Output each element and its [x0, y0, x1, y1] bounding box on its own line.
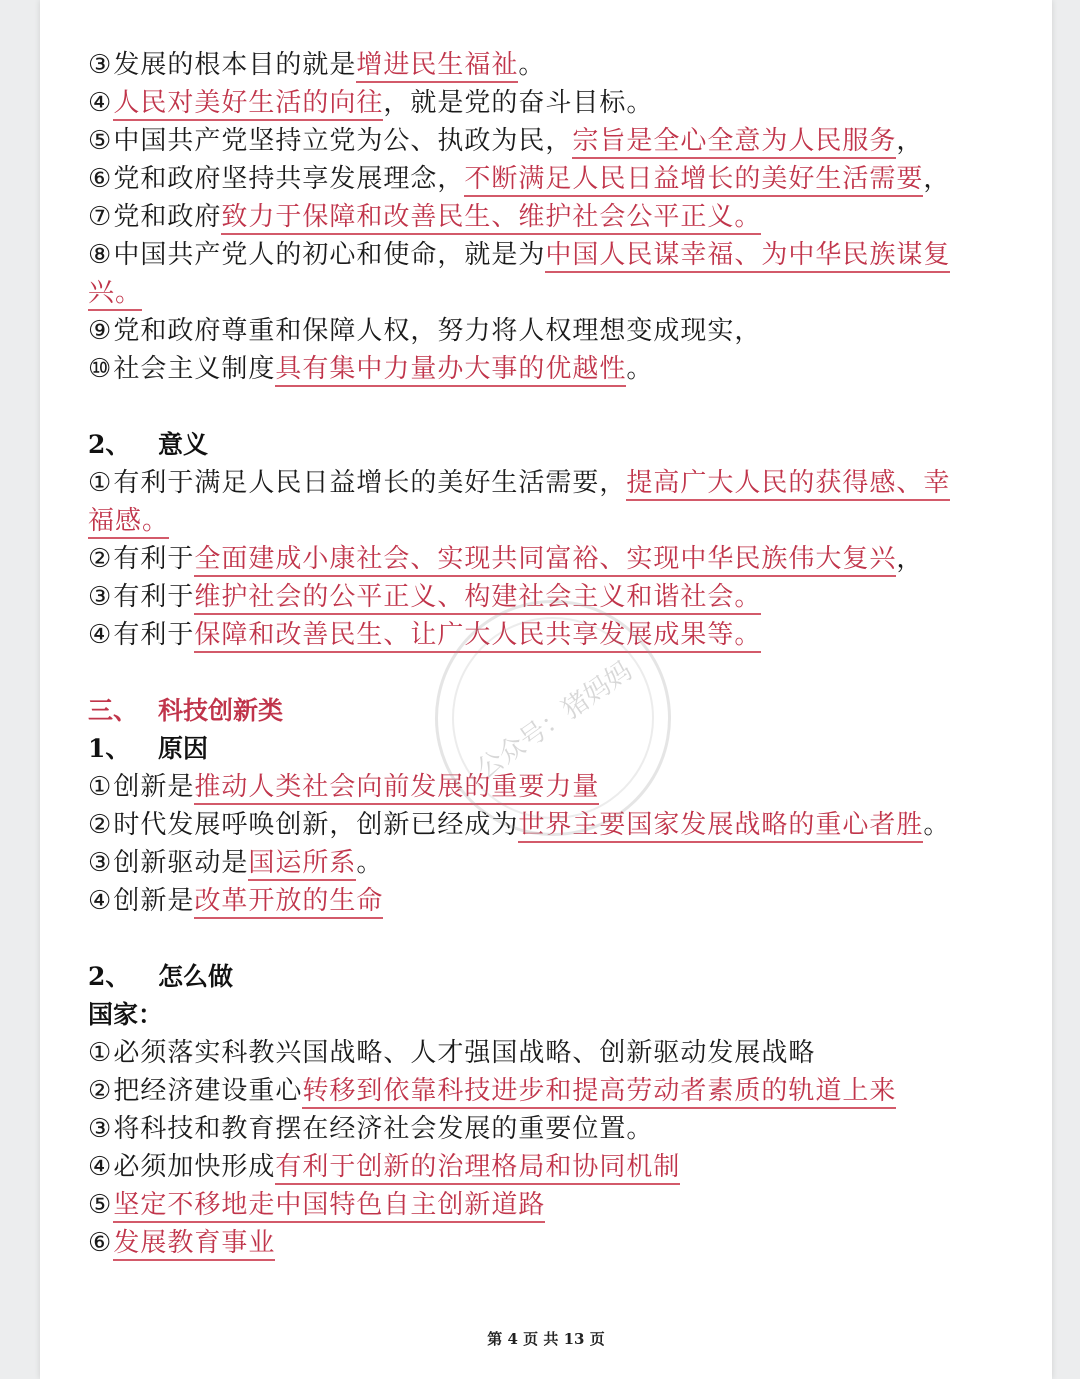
- list-item: [88, 1186, 1012, 1224]
- item-number: ⑤: [88, 1190, 113, 1220]
- item-highlight: 推动人类社会向前发展的重要力量: [194, 772, 599, 805]
- item-number: ①: [88, 1038, 113, 1068]
- list-item: [88, 806, 1012, 844]
- item-text: 时代发展呼唤创新，创新已经成为: [113, 810, 519, 840]
- item-highlight: 人民对美好生活的向往: [113, 88, 383, 121]
- item-text: 党和政府尊重和保障人权，努力将人权理想变成现实，: [113, 316, 762, 346]
- points-list-how: [88, 1034, 1012, 1262]
- item-number: ②: [88, 1076, 113, 1106]
- item-highlight: 保障和改善民生、让广大人民共享发展成果等。: [194, 620, 761, 653]
- list-item: [88, 502, 1012, 540]
- document-content: [88, 46, 1012, 1262]
- item-highlight: 增进民生福祉: [356, 50, 518, 83]
- item-text-tail: ，: [923, 164, 951, 194]
- list-item: [88, 198, 1012, 236]
- item-text: 必须加快形成: [113, 1152, 276, 1182]
- heading-how: 2、 怎么做: [88, 962, 234, 991]
- item-number: ⑥: [88, 164, 113, 194]
- item-highlight: 有利于创新的治理格局和协同机制: [275, 1152, 680, 1185]
- item-highlight: 国运所系: [248, 848, 356, 881]
- list-item: [88, 122, 1012, 160]
- item-text-tail: 。: [626, 354, 654, 384]
- item-text: 有利于: [113, 544, 195, 574]
- item-number: ③: [88, 848, 113, 878]
- item-text: 党和政府坚持共享发展理念，: [113, 164, 465, 194]
- list-item: [88, 1148, 1012, 1186]
- item-text-tail: 。: [518, 50, 546, 80]
- list-item: [88, 160, 1012, 198]
- list-item: [88, 768, 1012, 806]
- item-text: 创新是: [113, 886, 195, 916]
- item-number: ⑩: [88, 354, 113, 384]
- item-text: 把经济建设重心: [113, 1076, 303, 1106]
- points-list-measures: [88, 46, 1012, 388]
- item-text: 中国共产党人的初心和使命，就是为: [113, 240, 546, 270]
- item-number: ④: [88, 886, 113, 916]
- item-highlight: 宗旨是全心全意为人民服务: [572, 126, 896, 159]
- item-highlight: 具有集中力量办大事的优越性: [275, 354, 626, 387]
- item-highlight: 福感。: [88, 506, 169, 539]
- points-list-meaning: [88, 464, 1012, 654]
- item-number: ⑥: [88, 1228, 113, 1258]
- item-highlight: 中国人民谋幸福、为中华民族谋复: [545, 240, 950, 273]
- list-item: [88, 312, 1012, 350]
- item-number: ③: [88, 582, 113, 612]
- list-item: [88, 616, 1012, 654]
- item-text: 社会主义制度: [113, 354, 276, 384]
- item-number: ④: [88, 1152, 113, 1182]
- item-highlight: 致力于保障和改善民生、维护社会公平正义。: [221, 202, 761, 235]
- item-highlight: 转移到依靠科技进步和提高劳动者素质的轨道上来: [302, 1076, 896, 1109]
- list-item: [88, 350, 1012, 388]
- item-text: 有利于: [113, 582, 195, 612]
- list-item: [88, 84, 1012, 122]
- list-item: [88, 46, 1012, 84]
- item-number: ⑨: [88, 316, 113, 346]
- item-text-tail: ，: [896, 126, 924, 156]
- item-number: ④: [88, 620, 113, 650]
- item-highlight: 全面建成小康社会、实现共同富裕、实现中华民族伟大复兴: [194, 544, 896, 577]
- list-item: [88, 1034, 1012, 1072]
- item-text: 中国共产党坚持立党为公、执政为民，: [113, 126, 573, 156]
- page-footer: 第 4 页 共 13 页: [487, 1330, 605, 1348]
- item-number: ⑧: [88, 240, 113, 270]
- list-item: [88, 1072, 1012, 1110]
- item-number: ③: [88, 1114, 113, 1144]
- list-item: [88, 236, 1012, 274]
- item-highlight: 提高广大人民的获得感、幸: [626, 468, 950, 501]
- item-number: ⑤: [88, 126, 113, 156]
- section-title-tech-innovation: 三、 科技创新类: [88, 696, 284, 725]
- list-item: [88, 578, 1012, 616]
- item-text: 发展的根本目的就是: [113, 50, 357, 80]
- item-number: ③: [88, 50, 113, 80]
- item-highlight: 发展教育事业: [113, 1228, 275, 1261]
- item-text-tail: ，: [896, 544, 924, 574]
- item-text: 必须落实科教兴国战略、人才强国战略、创新驱动发展战略: [113, 1038, 816, 1068]
- item-text: 党和政府: [113, 202, 222, 232]
- item-text: 创新是: [113, 772, 195, 802]
- item-number: ②: [88, 810, 113, 840]
- list-item: [88, 274, 1012, 312]
- document-page: [40, 0, 1052, 1379]
- item-text: 有利于满足人民日益增长的美好生活需要，: [113, 468, 627, 498]
- heading-reason: 1、 原因: [88, 734, 209, 763]
- item-number: ①: [88, 772, 113, 802]
- item-number: ④: [88, 88, 113, 118]
- item-number: ⑦: [88, 202, 113, 232]
- item-highlight: 世界主要国家发展战略的重心者胜: [518, 810, 923, 843]
- item-text: 创新驱动是: [113, 848, 249, 878]
- item-text-tail: 。: [356, 848, 384, 878]
- item-text: 将科技和教育摆在经济社会发展的重要位置。: [113, 1114, 654, 1144]
- list-item: [88, 882, 1012, 920]
- item-number: ②: [88, 544, 113, 574]
- item-highlight: 坚定不移地走中国特色自主创新道路: [113, 1190, 545, 1223]
- list-item: [88, 540, 1012, 578]
- item-highlight: 维护社会的公平正义、构建社会主义和谐社会。: [194, 582, 761, 615]
- heading-meaning: 2、 意义: [88, 430, 209, 459]
- watermark-stamp: 公众号：猪妈妈: [389, 554, 718, 883]
- list-item: [88, 1224, 1012, 1262]
- item-text-tail: 。: [923, 810, 951, 840]
- list-item: [88, 844, 1012, 882]
- item-text: 有利于: [113, 620, 195, 650]
- item-highlight: 改革开放的生命: [194, 886, 383, 919]
- list-item: [88, 1110, 1012, 1148]
- item-number: ①: [88, 468, 113, 498]
- list-item: [88, 464, 1012, 502]
- subject-state: 国家：: [88, 1000, 164, 1029]
- item-text-tail: ，就是党的奋斗目标。: [383, 88, 654, 118]
- item-highlight: 兴。: [88, 278, 142, 311]
- item-highlight: 不断满足人民日益增长的美好生活需要: [464, 164, 923, 197]
- points-list-reason: [88, 768, 1012, 920]
